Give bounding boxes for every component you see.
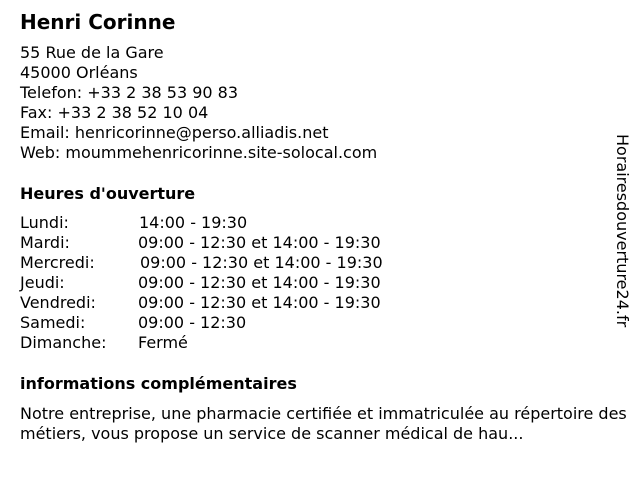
- day-label: Mercredi:: [20, 253, 95, 272]
- day-label: Mardi:: [20, 233, 70, 252]
- day-label: Samedi:: [20, 313, 86, 332]
- website-url: Web: moummehenricorinne.site-solocal.com: [20, 143, 378, 162]
- opening-hours-heading: Heures d'ouverture: [20, 184, 196, 203]
- additional-info-heading: informations complémentaires: [20, 374, 297, 393]
- day-hours: 09:00 - 12:30 et 14:00 - 19:30: [138, 233, 381, 252]
- day-label: Vendredi:: [20, 293, 96, 312]
- day-hours: Fermé: [138, 333, 188, 352]
- site-watermark: Horairesdouverture24.fr: [613, 134, 632, 328]
- day-label: Dimanche:: [20, 333, 107, 352]
- phone-number: Telefon: +33 2 38 53 90 83: [20, 83, 239, 102]
- day-hours: 09:00 - 12:30 et 14:00 - 19:30: [140, 253, 383, 272]
- address-city: 45000 Orléans: [20, 63, 138, 82]
- day-hours: 14:00 - 19:30: [139, 213, 248, 232]
- day-hours: 09:00 - 12:30: [138, 313, 247, 332]
- day-label: Lundi:: [20, 213, 69, 232]
- fax-number: Fax: +33 2 38 52 10 04: [20, 103, 209, 122]
- address-street: 55 Rue de la Gare: [20, 43, 164, 62]
- day-hours: 09:00 - 12:30 et 14:00 - 19:30: [138, 273, 381, 292]
- email-address: Email: henricorinne@perso.alliadis.net: [20, 123, 329, 142]
- day-hours: 09:00 - 12:30 et 14:00 - 19:30: [138, 293, 381, 312]
- day-label: Jeudi:: [20, 273, 65, 292]
- contact-block: [20, 43, 377, 163]
- additional-info-text: Notre entreprise, une pharmacie certifiée et immatriculée au répertoire des métiers, vous propose un service de scanner médical de hau...: [20, 404, 627, 443]
- business-name: Henri Corinne: [20, 10, 176, 34]
